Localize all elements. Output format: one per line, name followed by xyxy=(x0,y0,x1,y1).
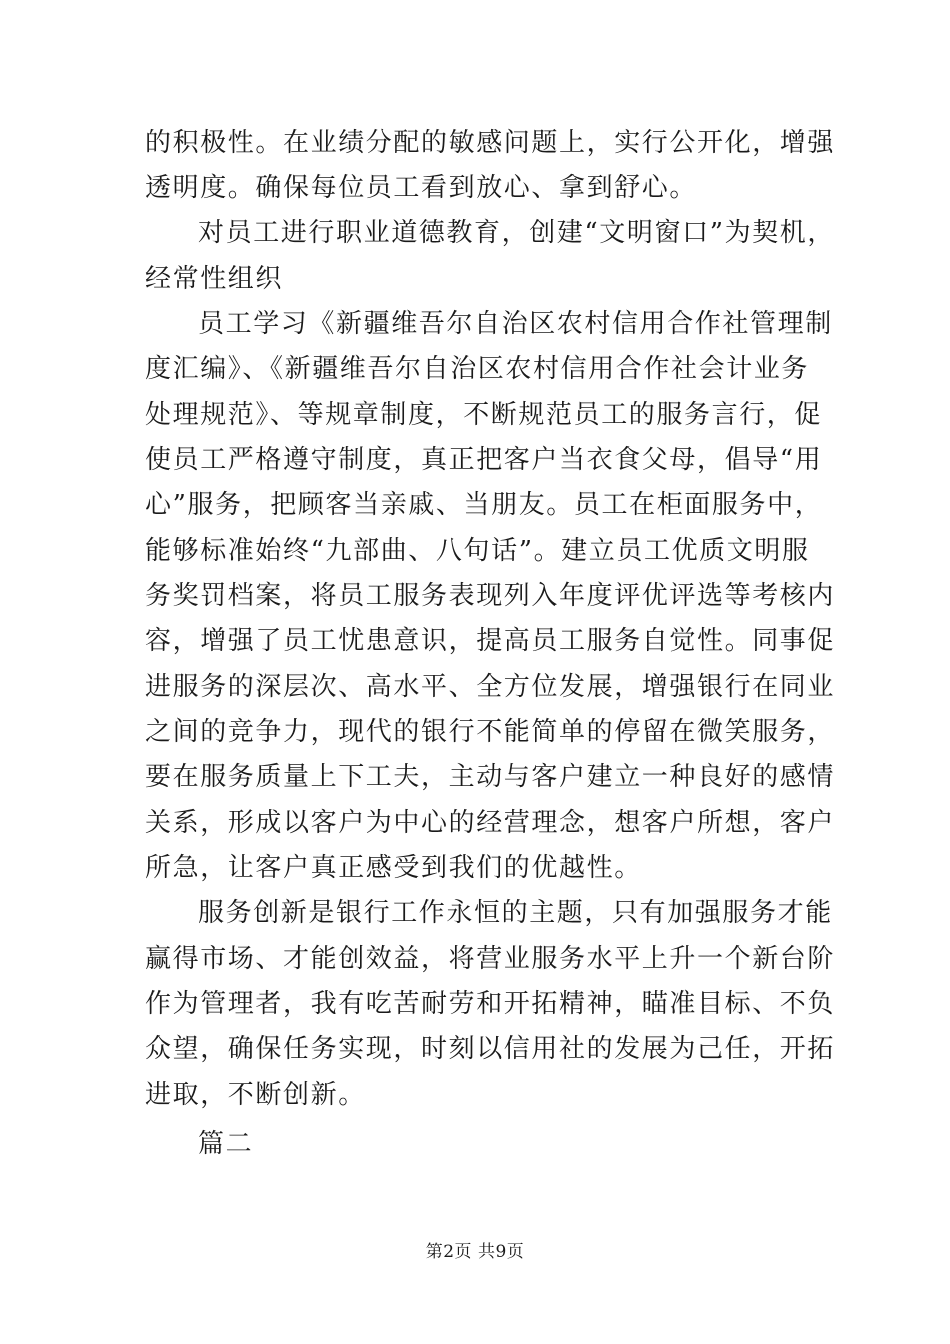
body-text-line: 进服务的深层次、高水平、全方位发展，增强银行在同业 xyxy=(145,672,836,702)
body-text-line: 众望，确保任务实现，时刻以信用社的发展为己任，开拓 xyxy=(145,1034,836,1064)
body-text-line: 关系，形成以客户为中心的经营理念，想客户所想，客户 xyxy=(145,808,836,838)
body-text-line: 容，增强了员工忧患意识，提高员工服务自觉性。同事促 xyxy=(145,626,836,656)
paragraph-start-line: 对员工进行职业道德教育，创建“文明窗口”为契机， xyxy=(198,218,835,248)
paragraph-start-line: 员工学习《新疆维吾尔自治区农村信用合作社管理制 xyxy=(198,309,833,339)
body-text-line: 能够标准始终“九部曲、八句话”。建立员工优质文明服 xyxy=(145,536,810,566)
body-text-line: 务奖罚档案，将员工服务表现列入年度评优评选等考核内 xyxy=(145,581,836,611)
body-text-line: 作为管理者，我有吃苦耐劳和开拓精神，瞄准目标、不负 xyxy=(145,989,836,1019)
body-text-line: 处理规范》、等规章制度，不断规范员工的服务言行，促 xyxy=(145,400,823,430)
section-heading: 篇二 xyxy=(198,1129,254,1159)
body-text-line: 所急，让客户真正感受到我们的优越性。 xyxy=(145,853,642,883)
body-text-line: 赢得市场、才能创效益，将营业服务水平上升一个新台阶 xyxy=(145,944,836,974)
paragraph-start-line: 服务创新是银行工作永恒的主题，只有加强服务才能 xyxy=(198,898,833,928)
body-text-line: 进取，不断创新。 xyxy=(145,1080,366,1110)
body-text-line: 之间的竞争力，现代的银行不能简单的停留在微笑服务， xyxy=(145,717,836,747)
body-text-line: 透明度。确保每位员工看到放心、拿到舒心。 xyxy=(145,173,698,203)
body-text-line: 度汇编》、《新疆维吾尔自治区农村信用合作社会计业务 xyxy=(145,354,810,384)
page-number-footer: 第2页 共9页 xyxy=(425,1242,525,1262)
body-text-line: 经常性组织 xyxy=(145,264,284,294)
body-text-line: 的积极性。在业绩分配的敏感问题上，实行公开化，增强 xyxy=(145,128,836,158)
body-text-line: 要在服务质量上下工夫，主动与客户建立一种良好的感情 xyxy=(145,762,836,792)
body-text-line: 使员工严格遵守制度，真正把客户当衣食父母，倡导“用 xyxy=(145,445,823,475)
body-text-line: 心”服务，把顾客当亲戚、当朋友。员工在柜面服务中， xyxy=(145,490,823,520)
